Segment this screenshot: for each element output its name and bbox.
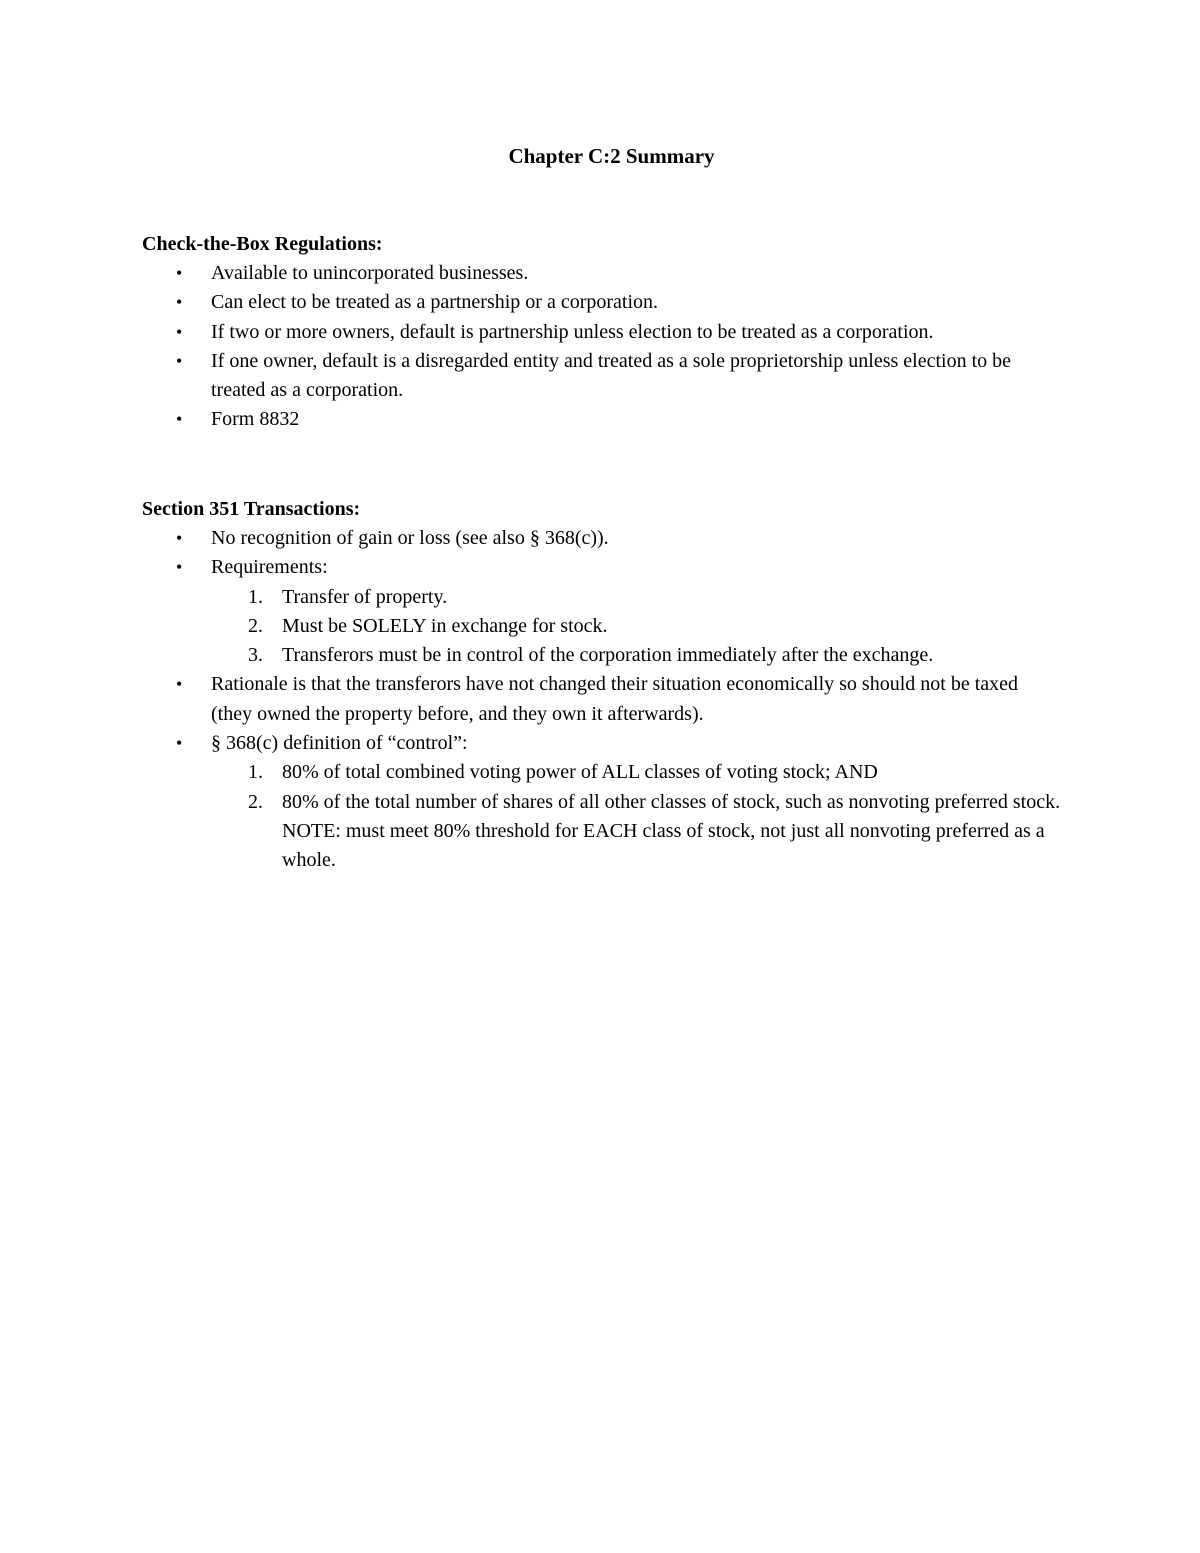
list-item: • Form 8832 <box>142 405 1062 434</box>
section-heading: Section 351 Transactions: <box>142 498 361 520</box>
item-number: 1. <box>248 585 263 608</box>
list-item: • Rationale is that the transferors have not changed their situation economically so should not be taxed (they owned the property before, and they own it afterwards). <box>142 670 1062 729</box>
item-text: Must be SOLELY in exchange for stock. <box>282 614 608 637</box>
item-text: Transferors must be in control of the corporation immediately after the exchange. <box>282 644 934 667</box>
section-heading: Check-the-Box Regulations: <box>142 233 383 255</box>
numbered-item <box>211 758 1062 787</box>
item-text: Transfer of property. <box>282 585 448 608</box>
list-item <box>142 553 1062 670</box>
control-definition-list <box>211 758 1062 875</box>
list-item-text: § 368(c) definition of “control”: <box>211 732 468 755</box>
list-item: • No recognition of gain or loss (see also § 368(c)). <box>142 524 1062 553</box>
numbered-item <box>211 788 1062 876</box>
list-item: • Available to unincorporated businesses. <box>142 259 1062 288</box>
item-text: 80% of the total number of shares of all other classes of stock, such as nonvoting preferred stock. NOTE: must meet 80% threshold for EACH class of stock, not just all nonvoting preferred as a whole. <box>282 790 1061 872</box>
section-351-transactions <box>142 495 1062 876</box>
list-item: • Can elect to be treated as a partnership or a corporation. <box>142 288 1062 317</box>
item-number: 2. <box>248 790 263 813</box>
list-item <box>142 729 1062 875</box>
section-check-the-box <box>142 230 1062 435</box>
list-item-text: Requirements: <box>211 556 328 579</box>
item-number: 3. <box>248 644 263 667</box>
numbered-item <box>211 641 1062 670</box>
item-number: 1. <box>248 761 263 784</box>
item-text: 80% of total combined voting power of ALL classes of voting stock; AND <box>282 761 878 784</box>
numbered-item <box>211 583 1062 612</box>
item-number: 2. <box>248 614 263 637</box>
list-item: • If two or more owners, default is partnership unless election to be treated as a corporation. <box>142 318 1062 347</box>
bullet-list <box>142 524 1062 876</box>
list-item: • If one owner, default is a disregarded entity and treated as a sole proprietorship unless election to be treated as a corporation. <box>142 347 1062 406</box>
page-title: Chapter C:2 Summary <box>508 144 715 168</box>
bullet-list <box>142 259 1062 435</box>
numbered-item <box>211 612 1062 641</box>
requirements-list <box>211 583 1062 671</box>
